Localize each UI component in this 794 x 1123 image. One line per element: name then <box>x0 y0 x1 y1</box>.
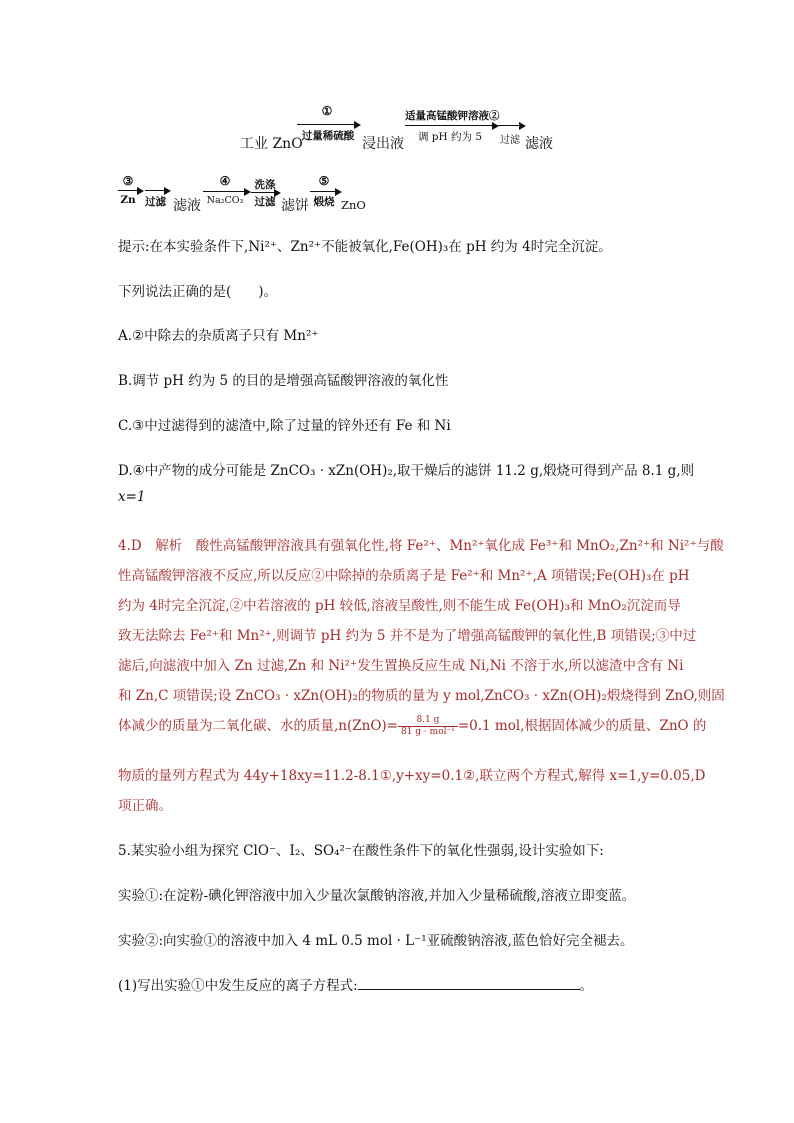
step1-number: ① <box>321 104 333 118</box>
step4-label: Na₂CO₃ <box>206 195 244 206</box>
flow-filtrate-1: 滤液 <box>525 136 553 152</box>
step2-arrow <box>405 125 497 126</box>
step4-arrow <box>203 191 249 192</box>
filter-label-2: 过滤 <box>145 196 166 208</box>
analysis-line-4: 致无法除去 Fe²⁺和 Mn²⁺,则调节 pH 约为 5 并不是为了增强高锰酸钾的氧化性,B 项错误;③中过 <box>118 628 697 644</box>
question-stem: 下列说法正确的是( )。 <box>118 284 278 300</box>
step1-arrow <box>297 124 359 125</box>
answer-blank[interactable] <box>358 977 580 990</box>
hint-text: 提示:在本实验条件下,Ni²⁺、Zn²⁺不能被氧化,Fe(OH)₃在 pH 约为 4时完全沉淀。 <box>118 239 612 255</box>
step5-arrow <box>310 191 340 192</box>
zno-fraction <box>398 715 458 738</box>
analysis-line-6: 和 Zn,C 项错误;设 ZnCO₃ · xZn(OH)₂的物质的量为 y mol,ZnCO₃ · xZn(OH)₂煅烧得到 ZnO,则固 <box>118 688 725 704</box>
analysis-line-8: 物质的量列方程式为 44y+18xy=11.2-8.1①,y+xy=0.1②,联立两个方程式,解得 x=1,y=0.05,D <box>118 768 706 784</box>
flow-filtrate-2: 滤液 <box>173 198 201 214</box>
step2-top-label: 适量高锰酸钾溶液② <box>405 110 500 122</box>
analysis-line-7-post: =0.1 mol,根据固体减少的质量、ZnO 的 <box>457 718 707 734</box>
option-d-line1: D.④中产物的成分可能是 ZnCO₃ · xZn(OH)₂,取干燥后的滤饼 11.2 g,煅烧可得到产品 8.1 g,则 <box>118 463 695 479</box>
analysis-line-5: 滤后,向滤液中加入 Zn 过滤,Zn 和 Ni²⁺发生置换反应生成 Ni,Ni 不溶于水,所以滤渣中含有 Ni <box>118 658 684 674</box>
analysis-line-7-pre: 体减少的质量为二氧化碳、水的质量,n(ZnO)= <box>118 718 398 734</box>
step2-bottom-label: 调 pH 约为 5 <box>417 131 483 143</box>
filter-arrow-1 <box>498 125 524 126</box>
step3-arrow <box>118 190 142 191</box>
wash-filter-label: 过滤 <box>254 196 276 208</box>
q5-experiment-2: 实验②:向实验①的溶液中加入 4 mL 0.5 mol · L⁻¹亚硫酸钠溶液,蓝色恰好完全褪去。 <box>118 933 634 949</box>
subquestion-1-end: 。 <box>579 978 594 994</box>
filter-arrow-2 <box>145 190 169 191</box>
step1-label: 过量稀硫酸 <box>301 130 355 142</box>
flow-leach-liquor: 浸出液 <box>362 136 404 152</box>
step3-number: ③ <box>122 174 134 188</box>
analysis-line-3: 约为 4时完全沉淀,②中若溶液的 pH 较低,溶液呈酸性,则不能生成 Fe(OH)₃和 MnO₂沉淀而导 <box>118 598 681 614</box>
fraction-numerator: 8.1 g <box>398 715 458 727</box>
option-a: A.②中除去的杂质离子只有 Mn²⁺ <box>118 328 319 344</box>
q5-experiment-1: 实验①:在淀粉-碘化钾溶液中加入少量次氯酸钠溶液,并加入少量稀硫酸,溶液立即变蓝。 <box>118 888 636 904</box>
flow-product: ZnO <box>341 198 366 212</box>
q5-stem: 5.某实验小组为探究 ClO⁻、I₂、SO₄²⁻在酸性条件下的氧化性强弱,设计实验如下: <box>118 843 604 859</box>
wash-label: 洗涤 <box>254 179 276 191</box>
option-d-line2: x=1 <box>118 489 146 505</box>
filter-label-1: 过滤 <box>500 135 520 146</box>
subquestion-1-label: (1)写出实验①中发生反应的离子方程式: <box>118 978 358 994</box>
analysis-line-7 <box>118 714 706 738</box>
q5-subquestion-1 <box>118 974 593 994</box>
step3-label: Zn <box>120 194 136 206</box>
option-c: C.③中过滤得到的滤渣中,除了过量的锌外还有 Fe 和 Ni <box>118 418 451 434</box>
step4-number: ④ <box>219 174 231 188</box>
fraction-denominator: 81 g · mol⁻¹ <box>400 727 455 737</box>
flow-filter-cake: 滤饼 <box>281 198 309 214</box>
flow-start: 工业 ZnO <box>240 136 303 152</box>
step5-number: ⑤ <box>318 174 330 188</box>
analysis-line-1: 4.D 解析 酸性高锰酸钾溶液具有强氧化性,将 Fe²⁺、Mn²⁺氧化成 Fe³⁺和 MnO₂,Zn²⁺和 Ni²⁺与酸 <box>118 538 724 554</box>
analysis-line-9: 项正确。 <box>118 798 172 814</box>
option-b: B.调节 pH 约为 5 的目的是增强高锰酸钾溶液的氧化性 <box>118 373 449 389</box>
wash-arrow <box>251 192 279 193</box>
step5-label: 煅烧 <box>313 196 335 208</box>
analysis-line-2: 性高锰酸钾溶液不反应,所以反应②中除掉的杂质离子是 Fe²⁺和 Mn²⁺,A 项错误;Fe(OH)₃在 pH <box>118 568 690 584</box>
